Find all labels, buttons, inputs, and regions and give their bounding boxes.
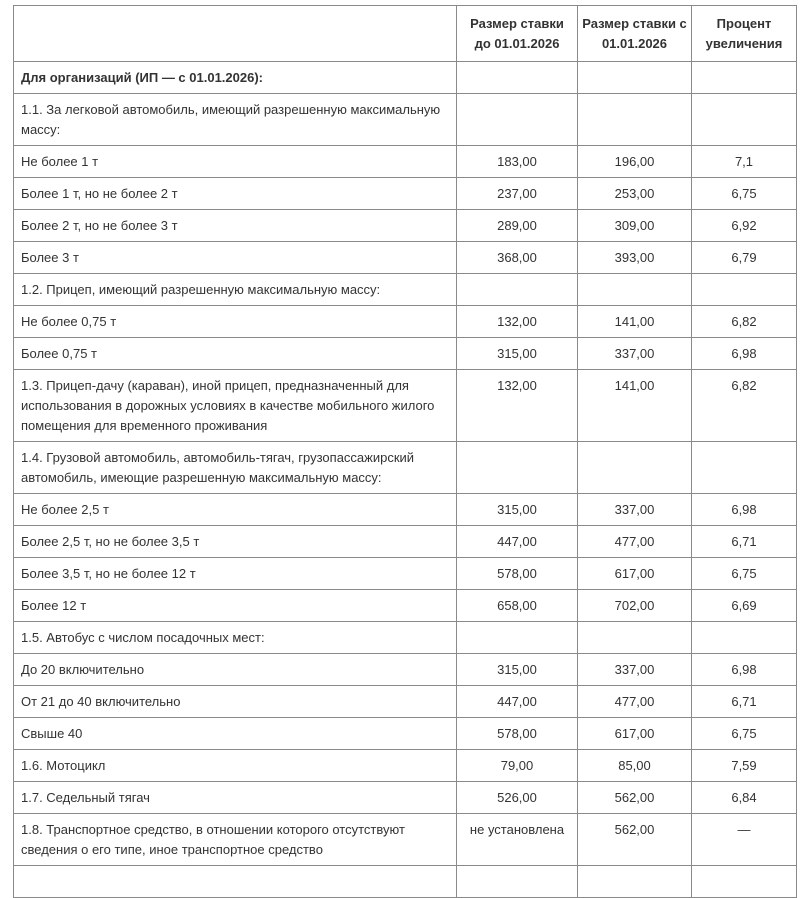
rate-before: 447,00	[457, 686, 578, 718]
row-label: Не более 1 т	[14, 146, 457, 178]
rate-after: 617,00	[578, 558, 692, 590]
table-row-cutoff	[14, 866, 797, 898]
row-label: Более 2,5 т, но не более 3,5 т	[14, 526, 457, 558]
rate-before	[457, 274, 578, 306]
increase-percent: 6,71	[692, 686, 797, 718]
rate-after: 702,00	[578, 590, 692, 622]
increase-percent	[692, 62, 797, 94]
rate-after	[578, 622, 692, 654]
table-row-group	[14, 442, 797, 494]
table-row	[14, 558, 797, 590]
rate-after: 141,00	[578, 370, 692, 442]
increase-percent: 6,82	[692, 370, 797, 442]
row-label: Более 3,5 т, но не более 12 т	[14, 558, 457, 590]
row-label: 1.7. Седельный тягач	[14, 782, 457, 814]
row-label: 1.4. Грузовой автомобиль, автомобиль-тягач, грузопассажирский автомобиль, имеющие разрешенную максимальную массу:	[14, 442, 457, 494]
table-row	[14, 370, 797, 442]
rate-before	[457, 62, 578, 94]
rate-after: 196,00	[578, 146, 692, 178]
header-rate-before: Размер ставки до 01.01.2026	[457, 6, 578, 62]
rate-before: 183,00	[457, 146, 578, 178]
table-row	[14, 814, 797, 866]
rate-before: 79,00	[457, 750, 578, 782]
table-row	[14, 526, 797, 558]
rate-before: 132,00	[457, 306, 578, 338]
increase-percent: 6,75	[692, 178, 797, 210]
increase-percent: 6,71	[692, 526, 797, 558]
increase-percent: 6,92	[692, 210, 797, 242]
rate-after: 477,00	[578, 686, 692, 718]
rate-after-cutoff	[578, 866, 692, 898]
increase-percent: 6,98	[692, 654, 797, 686]
row-label: Не более 2,5 т	[14, 494, 457, 526]
row-label: 1.1. За легковой автомобиль, имеющий разрешенную максимальную массу:	[14, 94, 457, 146]
table-row	[14, 338, 797, 370]
table-header-row	[14, 6, 797, 62]
row-label: 1.3. Прицеп-дачу (караван), иной прицеп, предназначенный для использования в дорожных условиях в качестве мобильного жилого помещения для временного проживания	[14, 370, 457, 442]
row-label: 1.5. Автобус с числом посадочных мест:	[14, 622, 457, 654]
rate-after	[578, 94, 692, 146]
table-row	[14, 146, 797, 178]
rate-after	[578, 274, 692, 306]
rate-after: 477,00	[578, 526, 692, 558]
table-row-group	[14, 94, 797, 146]
row-label: Более 2 т, но не более 3 т	[14, 210, 457, 242]
increase-percent: 6,98	[692, 338, 797, 370]
row-label-cutoff	[14, 866, 457, 898]
rate-after: 562,00	[578, 782, 692, 814]
rate-after: 85,00	[578, 750, 692, 782]
row-label: 1.8. Транспортное средство, в отношении которого отсутствуют сведения о его типе, иное транспортное средство	[14, 814, 457, 866]
rate-before: 658,00	[457, 590, 578, 622]
increase-percent: 6,69	[692, 590, 797, 622]
row-label: Не более 0,75 т	[14, 306, 457, 338]
rate-before: не установлена	[457, 814, 578, 866]
row-label: Более 1 т, но не более 2 т	[14, 178, 457, 210]
rate-before	[457, 442, 578, 494]
rate-after: 253,00	[578, 178, 692, 210]
table-row-section	[14, 62, 797, 94]
header-increase-percent: Процент увеличения	[692, 6, 797, 62]
table-row	[14, 782, 797, 814]
rate-before	[457, 94, 578, 146]
rate-after: 337,00	[578, 494, 692, 526]
table-row-group	[14, 622, 797, 654]
increase-percent: 6,75	[692, 558, 797, 590]
increase-percent	[692, 94, 797, 146]
rate-after: 141,00	[578, 306, 692, 338]
table-row	[14, 494, 797, 526]
row-label: 1.6. Мотоцикл	[14, 750, 457, 782]
row-label: Более 12 т	[14, 590, 457, 622]
rate-after: 337,00	[578, 654, 692, 686]
row-label: 1.2. Прицеп, имеющий разрешенную максимальную массу:	[14, 274, 457, 306]
rate-after: 309,00	[578, 210, 692, 242]
increase-percent: 6,82	[692, 306, 797, 338]
row-label: Свыше 40	[14, 718, 457, 750]
table-row-group	[14, 274, 797, 306]
rate-before: 578,00	[457, 718, 578, 750]
increase-percent: 6,79	[692, 242, 797, 274]
rate-before	[457, 622, 578, 654]
header-rate-after: Размер ставки с 01.01.2026	[578, 6, 692, 62]
increase-percent: 6,84	[692, 782, 797, 814]
rate-before: 368,00	[457, 242, 578, 274]
rate-after	[578, 442, 692, 494]
rate-before-cutoff	[457, 866, 578, 898]
table-row	[14, 718, 797, 750]
rate-before: 447,00	[457, 526, 578, 558]
rate-before: 578,00	[457, 558, 578, 590]
table-row	[14, 686, 797, 718]
increase-percent-cutoff	[692, 866, 797, 898]
rate-after	[578, 62, 692, 94]
table-row	[14, 590, 797, 622]
table-row	[14, 306, 797, 338]
header-category	[14, 6, 457, 62]
increase-percent	[692, 442, 797, 494]
rate-before: 315,00	[457, 654, 578, 686]
table-row	[14, 750, 797, 782]
increase-percent	[692, 274, 797, 306]
rate-before: 132,00	[457, 370, 578, 442]
increase-percent: —	[692, 814, 797, 866]
row-label: От 21 до 40 включительно	[14, 686, 457, 718]
row-label: До 20 включительно	[14, 654, 457, 686]
rate-after: 393,00	[578, 242, 692, 274]
table-row	[14, 178, 797, 210]
rate-before: 315,00	[457, 338, 578, 370]
table-row	[14, 654, 797, 686]
increase-percent	[692, 622, 797, 654]
rate-before: 526,00	[457, 782, 578, 814]
tax-rate-table	[13, 5, 797, 898]
increase-percent: 6,75	[692, 718, 797, 750]
table-row	[14, 242, 797, 274]
row-label: Более 3 т	[14, 242, 457, 274]
rate-before: 289,00	[457, 210, 578, 242]
row-label: Для организаций (ИП — с 01.01.2026):	[14, 62, 457, 94]
increase-percent: 6,98	[692, 494, 797, 526]
rate-before: 237,00	[457, 178, 578, 210]
rate-after: 562,00	[578, 814, 692, 866]
increase-percent: 7,1	[692, 146, 797, 178]
rate-after: 617,00	[578, 718, 692, 750]
row-label: Более 0,75 т	[14, 338, 457, 370]
table-row	[14, 210, 797, 242]
increase-percent: 7,59	[692, 750, 797, 782]
rate-before: 315,00	[457, 494, 578, 526]
rate-after: 337,00	[578, 338, 692, 370]
